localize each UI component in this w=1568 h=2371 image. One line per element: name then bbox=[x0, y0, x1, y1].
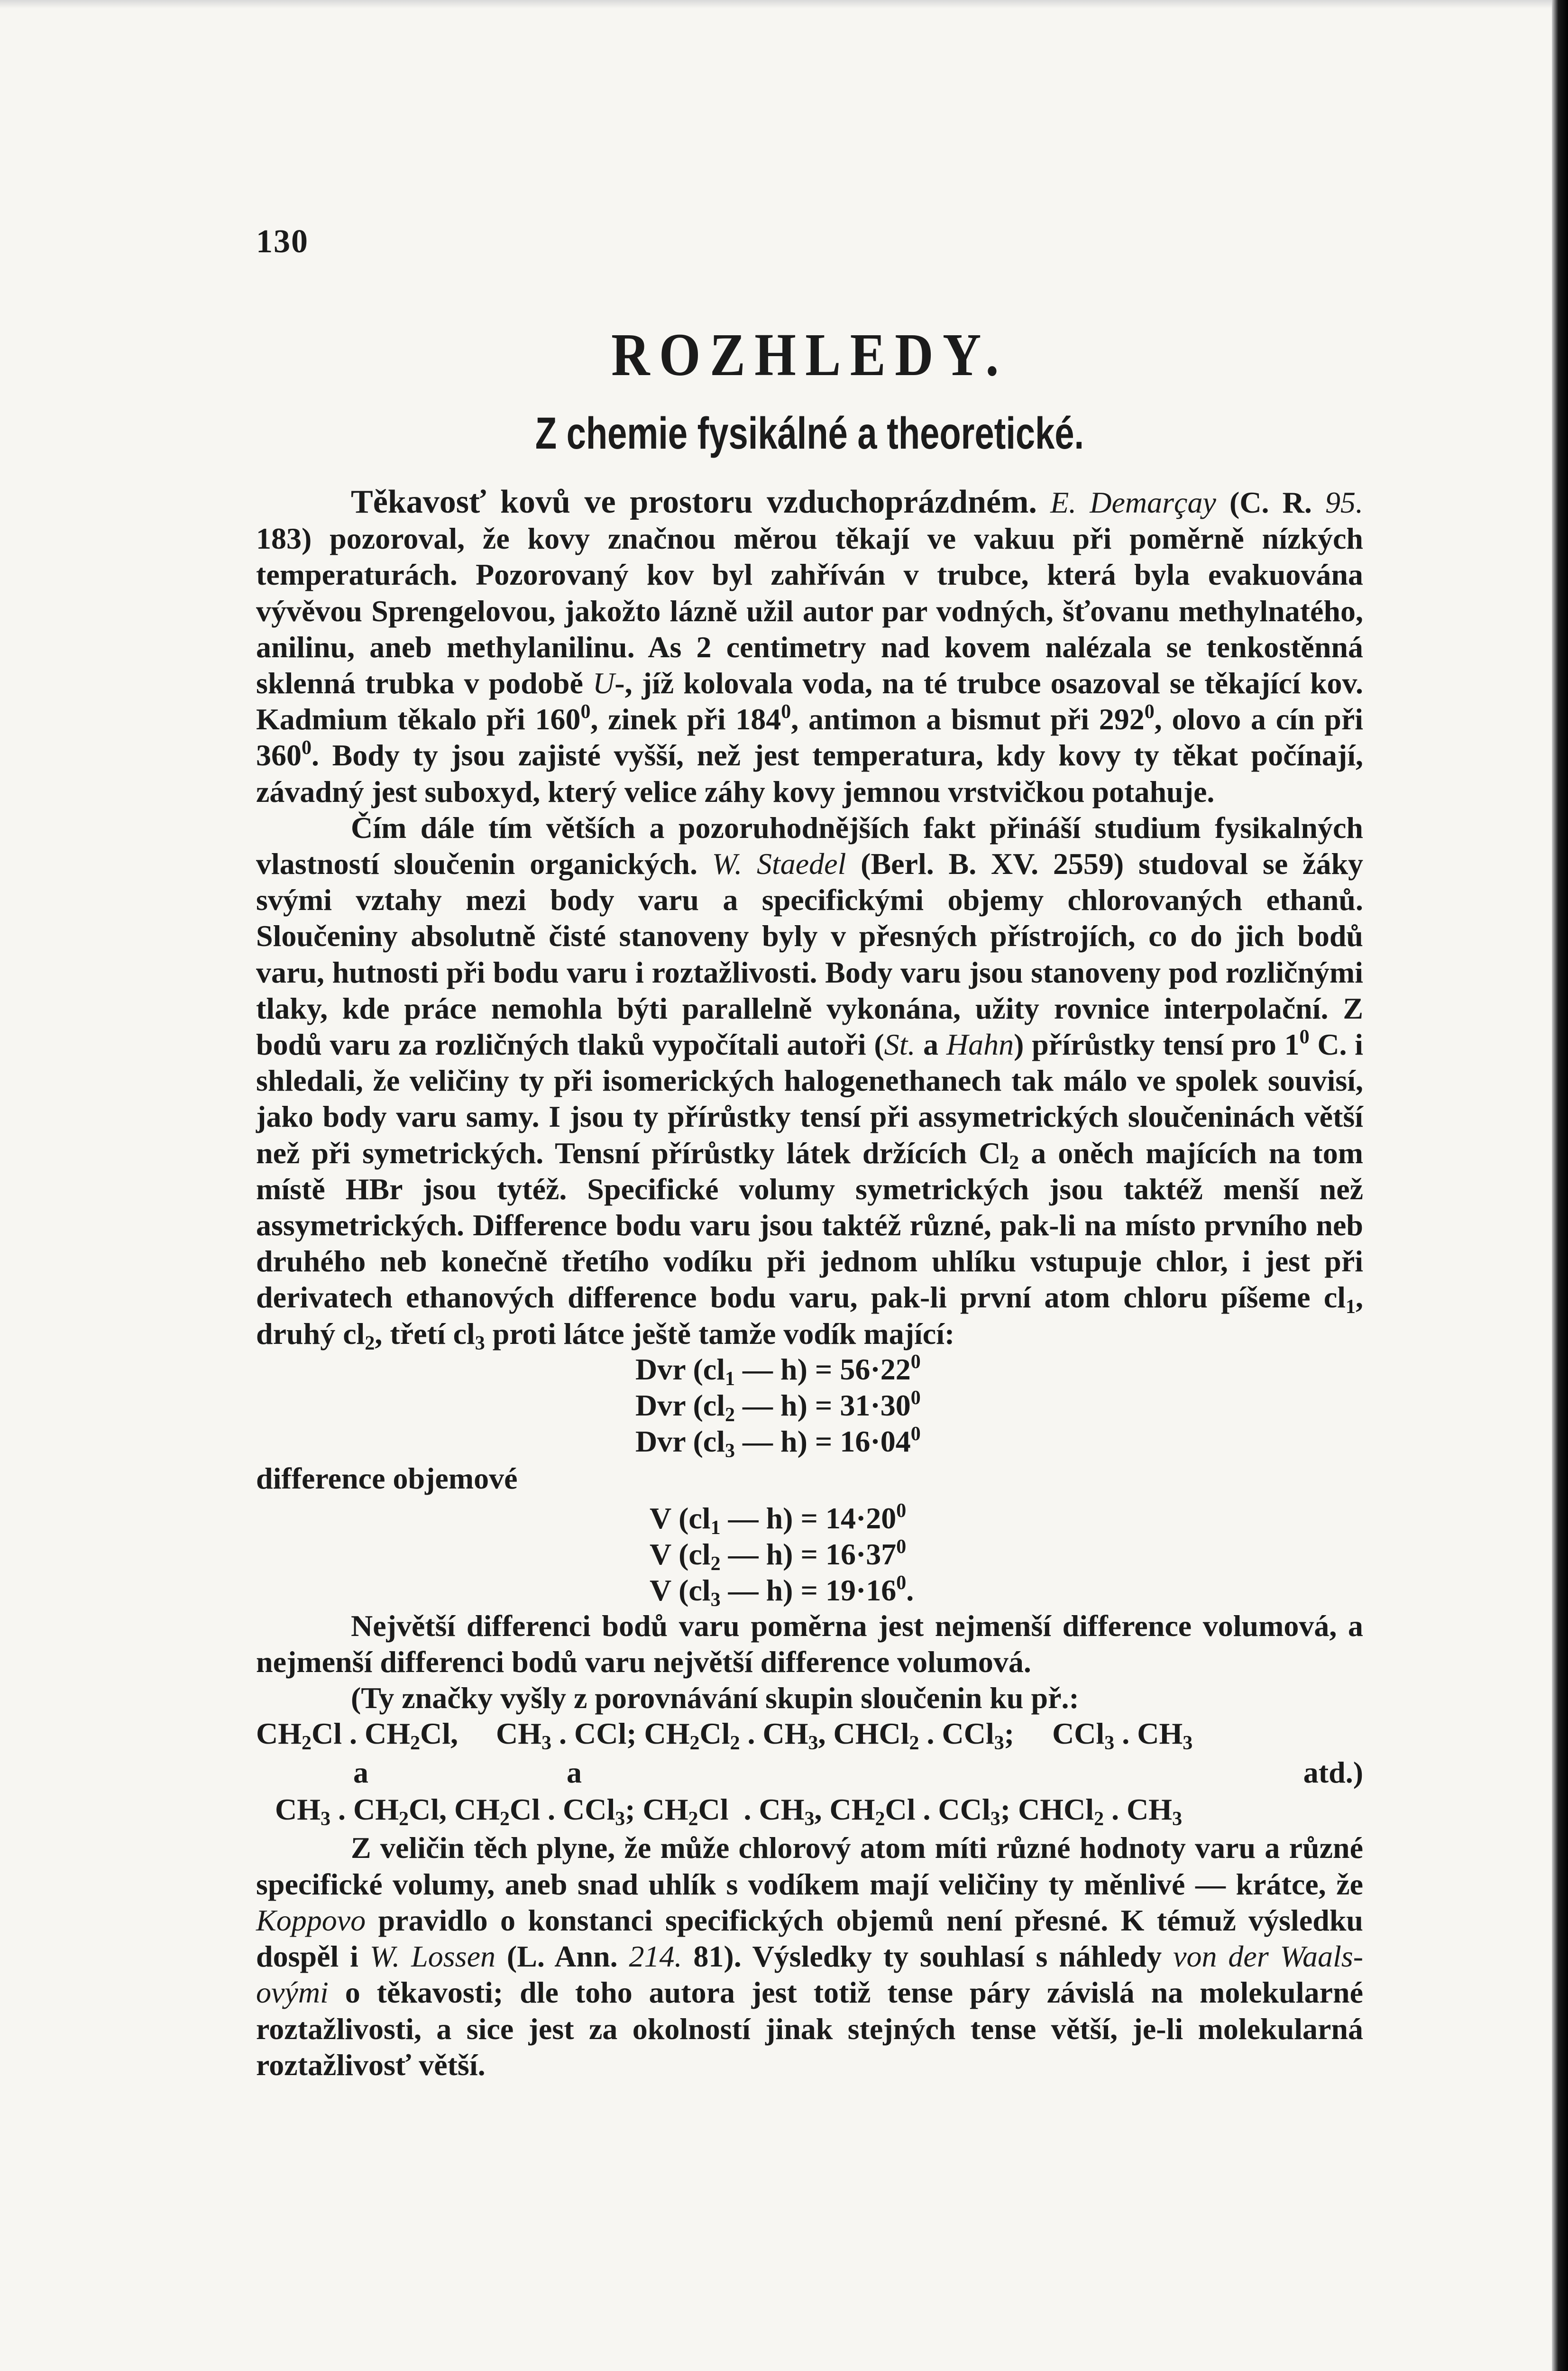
boiling-point-differences bbox=[256, 1352, 1363, 1461]
formula-line-2 bbox=[275, 1792, 1183, 1830]
formula-subscript: 3 bbox=[990, 1808, 1000, 1830]
text-run: 81). Výsledky ty souhlasí s náhledy bbox=[693, 1939, 1162, 1974]
degree-sign: 0 bbox=[580, 701, 591, 723]
text-run: proti látce ještě tamže vodík mající: bbox=[492, 1316, 955, 1351]
reference-volume: 214. bbox=[629, 1939, 682, 1974]
chemical-formulas bbox=[256, 1716, 1363, 1830]
text-run: a oněch majících na tom místě HBr jsou tytéž. Specifické volumy symetrických jsou taktéž menší než assymetrických. Difference bodu varu jsou taktéž různé, pak-li na místo prvního neb druhého neb konečně třetího vodíku při jednom uhlíku vstupuje chlor, i jest při derivatech ethanových difference bodu varu, pak-li první atom chloru píšeme cl bbox=[256, 1136, 1364, 1314]
volume-differences bbox=[256, 1461, 1363, 1611]
formula-text: . CH bbox=[740, 1717, 808, 1751]
formula-text: Cl . CH bbox=[312, 1717, 410, 1751]
reference: (C. R. bbox=[1229, 486, 1312, 519]
formula-text: Cl, CH bbox=[420, 1717, 541, 1751]
paragraph-3: Největší differenci bodů varu poměrna jest nejmenší difference volumová, a nejmenší differenci bodů varu největší difference volumová. bbox=[256, 1608, 1363, 1679]
subscript: 2 bbox=[365, 1332, 375, 1354]
subscript: 2 bbox=[1009, 1151, 1019, 1174]
formula-text: Cl . CCl bbox=[510, 1792, 615, 1827]
formula-text: . CCl; CH bbox=[551, 1717, 690, 1751]
formula-text: Cl . CH bbox=[698, 1792, 805, 1827]
section-title: ROZHLEDY. bbox=[611, 321, 1008, 388]
text-run: C. i shledali, že veličiny ty při isomerických halogenethanech tak málo ve spolek souvisí, jako body varu samy. I jsou ty přírůstky tensí při assymetrických sloučeninách větší než při symetrických. Tensní přírůstky látek držících Cl bbox=[256, 1028, 1364, 1170]
text-run: -, jíž kolovala voda, na té trubce osazoval se těkající kov. Kadmium těkalo při 160 bbox=[256, 666, 1364, 736]
volume-label: difference objemové bbox=[256, 1461, 518, 1495]
author-name: E. Demarçay bbox=[1050, 486, 1216, 519]
formula-subscript: 2 bbox=[302, 1732, 312, 1755]
formula-subscript: 2 bbox=[689, 1732, 700, 1755]
text-run: Z veličin těch plyne, že může chlorový atom míti různé hodnoty varu a různé specifické volumy, aneb snad uhlík s vodíkem mají veličiny ty měnlivé — krátce, že bbox=[256, 1831, 1363, 1901]
scan-edge-top bbox=[0, 0, 1568, 9]
author-name: Hahn bbox=[946, 1028, 1014, 1062]
formula-row: Dvr ($cl_3$ — $h) = 16\cdot 04^0$ bbox=[635, 1423, 921, 1462]
formula-row: Dvr ($cl_1$ — $h) = 56\cdot 22^0$ bbox=[635, 1351, 921, 1390]
formula-text: Cl, CH bbox=[409, 1792, 500, 1827]
text-run: pravidlo o konstanci specifických objemů není přesné. K témuž výsledku dospěl i bbox=[256, 1903, 1364, 1974]
formula-row: Dvr ($cl_2$ — $h) = 31\cdot 30^0$ bbox=[635, 1387, 921, 1426]
text-run: a bbox=[923, 1028, 939, 1062]
degree-sign: 0 bbox=[781, 701, 791, 723]
page-number: 130 bbox=[256, 223, 309, 260]
paragraph-1 bbox=[256, 484, 1363, 810]
conjunction: a bbox=[353, 1755, 368, 1790]
formula-subscript: 3 bbox=[808, 1732, 818, 1755]
formula-subscript: 3 bbox=[321, 1808, 330, 1830]
text-run: Čím dále tím větších a pozoruhodnějších fakt přináší studium fysikalných vlastností sloučenin organických. bbox=[256, 810, 1363, 881]
formula-text: Cl . CCl bbox=[885, 1792, 990, 1827]
formula-text: CH bbox=[275, 1792, 321, 1827]
article bbox=[256, 484, 1363, 2083]
formula-subscript: 2 bbox=[410, 1732, 420, 1755]
degree-sign: 0 bbox=[1299, 1026, 1310, 1048]
paragraph-5 bbox=[256, 1830, 1363, 2083]
symbol-u: U bbox=[593, 666, 615, 700]
formula-subscript: 2 bbox=[875, 1808, 885, 1830]
formula-subscript: 2 bbox=[1094, 1808, 1104, 1830]
text-run: , antimon a bismut při 292 bbox=[791, 702, 1145, 736]
scan-edge-right bbox=[1552, 0, 1568, 2371]
formula-text: , CH bbox=[814, 1792, 875, 1827]
formula-text: , CHCl bbox=[818, 1717, 909, 1751]
text-run: , druhý cl bbox=[256, 1280, 1363, 1351]
subsection-title: Z chemie fysikálné a theoretické. bbox=[535, 408, 1084, 459]
conjunction: a bbox=[567, 1755, 582, 1790]
author-name: W. Lossen bbox=[369, 1939, 495, 1974]
formula-subscript: 3 bbox=[994, 1732, 1004, 1755]
formula-subscript: 3 bbox=[1104, 1732, 1115, 1755]
formula-row: V ($cl_1$ — $h) = 14\cdot 20^0$ bbox=[650, 1499, 907, 1539]
etc-label: atd.) bbox=[1303, 1755, 1363, 1790]
formula-subscript: 3 bbox=[1172, 1808, 1183, 1830]
formula-subscript: 2 bbox=[500, 1808, 510, 1830]
formula-text: . CH bbox=[1104, 1792, 1173, 1827]
degree-sign: 0 bbox=[1144, 701, 1155, 723]
paragraph-4: (Ty značky vyšly z porovnávání skupin sloučenin ku př.: bbox=[351, 1681, 1079, 1715]
author-name: W. Staedel bbox=[712, 847, 846, 881]
formula-subscript: 3 bbox=[804, 1808, 815, 1830]
formula-subscript: 2 bbox=[730, 1732, 740, 1755]
text-run: . Body ty jsou zajisté vyšší, než jest temperatura, kdy kovy ty těkat počínají, závadný jest suboxyd, který velice záhy kovy jemnou vrstvičkou potahuje. bbox=[256, 738, 1363, 809]
author-name: von der Waals-ovými bbox=[256, 1939, 1364, 2010]
formula-text: . CH bbox=[1114, 1717, 1183, 1751]
formula-text: . CH bbox=[330, 1792, 399, 1827]
text-run: (Berl. B. XV. 2559) studoval se žáky svými vztahy mezi body varu a specifickými objemy chlorovaných ethanů. Sloučeniny absolutně čisté stanoveny byly v přesných přístrojích, co do jich bodů varu, hutnosti při bodu varu i roztažlivosti. Body varu jsou stanoveny pod rozličnými tlaky, kde práce nemohla býti parallelně vykonána, užity rovnice interpolační. Z bodů varu za rozličných tlaků vypočítali autoři ( bbox=[256, 847, 1364, 1062]
text-run: o těkavosti; dle toho autora jest totiž tense páry závislá na molekularné roztažlivosti, a sice jest za okolností jinak stejných tense větší, je-li molekularná roztažlivosť větší. bbox=[256, 1976, 1364, 2082]
author-name: St. bbox=[884, 1028, 916, 1062]
formula-row: V ($cl_2$ — $h) = 16\cdot 37^0$ bbox=[650, 1535, 907, 1575]
degree-sign: 0 bbox=[302, 737, 312, 759]
formula-text: . CCl bbox=[919, 1717, 994, 1751]
formula-text: CH bbox=[256, 1717, 302, 1751]
formula-subscript: 2 bbox=[399, 1808, 409, 1830]
formula-line-1 bbox=[256, 1716, 1193, 1755]
formula-subscript: 3 bbox=[1183, 1732, 1193, 1755]
formula-subscript: 3 bbox=[615, 1808, 625, 1830]
formula-text: ; CH bbox=[625, 1792, 688, 1827]
text-run: , zinek při 184 bbox=[590, 702, 781, 736]
page-content bbox=[256, 223, 1363, 2083]
formula-text: Cl bbox=[699, 1717, 730, 1751]
text-run: ) přírůstky tensí pro 1 bbox=[1014, 1028, 1300, 1062]
formula-text: ; CCl bbox=[1004, 1717, 1105, 1751]
formula-subscript: 3 bbox=[541, 1732, 551, 1755]
formula-subscript: 2 bbox=[909, 1732, 919, 1755]
text-run: (L. Ann. bbox=[506, 1939, 618, 1974]
formula-text: ; CHCl bbox=[1000, 1792, 1094, 1827]
article-heading: Těkavosť kovů ve prostoru vzduchoprázdném. bbox=[351, 484, 1037, 520]
name-koppovo: Koppovo bbox=[256, 1903, 366, 1937]
text-run: , olovo a cín při 360 bbox=[256, 702, 1364, 772]
formula-row: V ($cl_3$ — $h) = 19\cdot 16^0$. bbox=[650, 1571, 914, 1611]
subscript: 1 bbox=[1346, 1296, 1356, 1318]
reference-volume: 95. bbox=[1325, 486, 1364, 519]
text-run: , třetí cl bbox=[375, 1316, 475, 1351]
subscript: 3 bbox=[475, 1332, 485, 1354]
formula-subscript: 2 bbox=[688, 1808, 698, 1830]
text-run: 183) pozoroval, že kovy značnou měrou těkají ve vakuu při poměrně nízkých temperaturách. Pozorovaný kov byl zahříván v trubce, která byla evakuována vývěvou Sprengelovou, jakožto lázně užil autor par vodných, šťovanu methylnatého, anilinu, aneb methylanilinu. As 2 centimetry nad kovem nalézala se tenkostěnná sklenná trubka v podobě bbox=[256, 522, 1363, 700]
paragraph-2 bbox=[256, 810, 1363, 1352]
